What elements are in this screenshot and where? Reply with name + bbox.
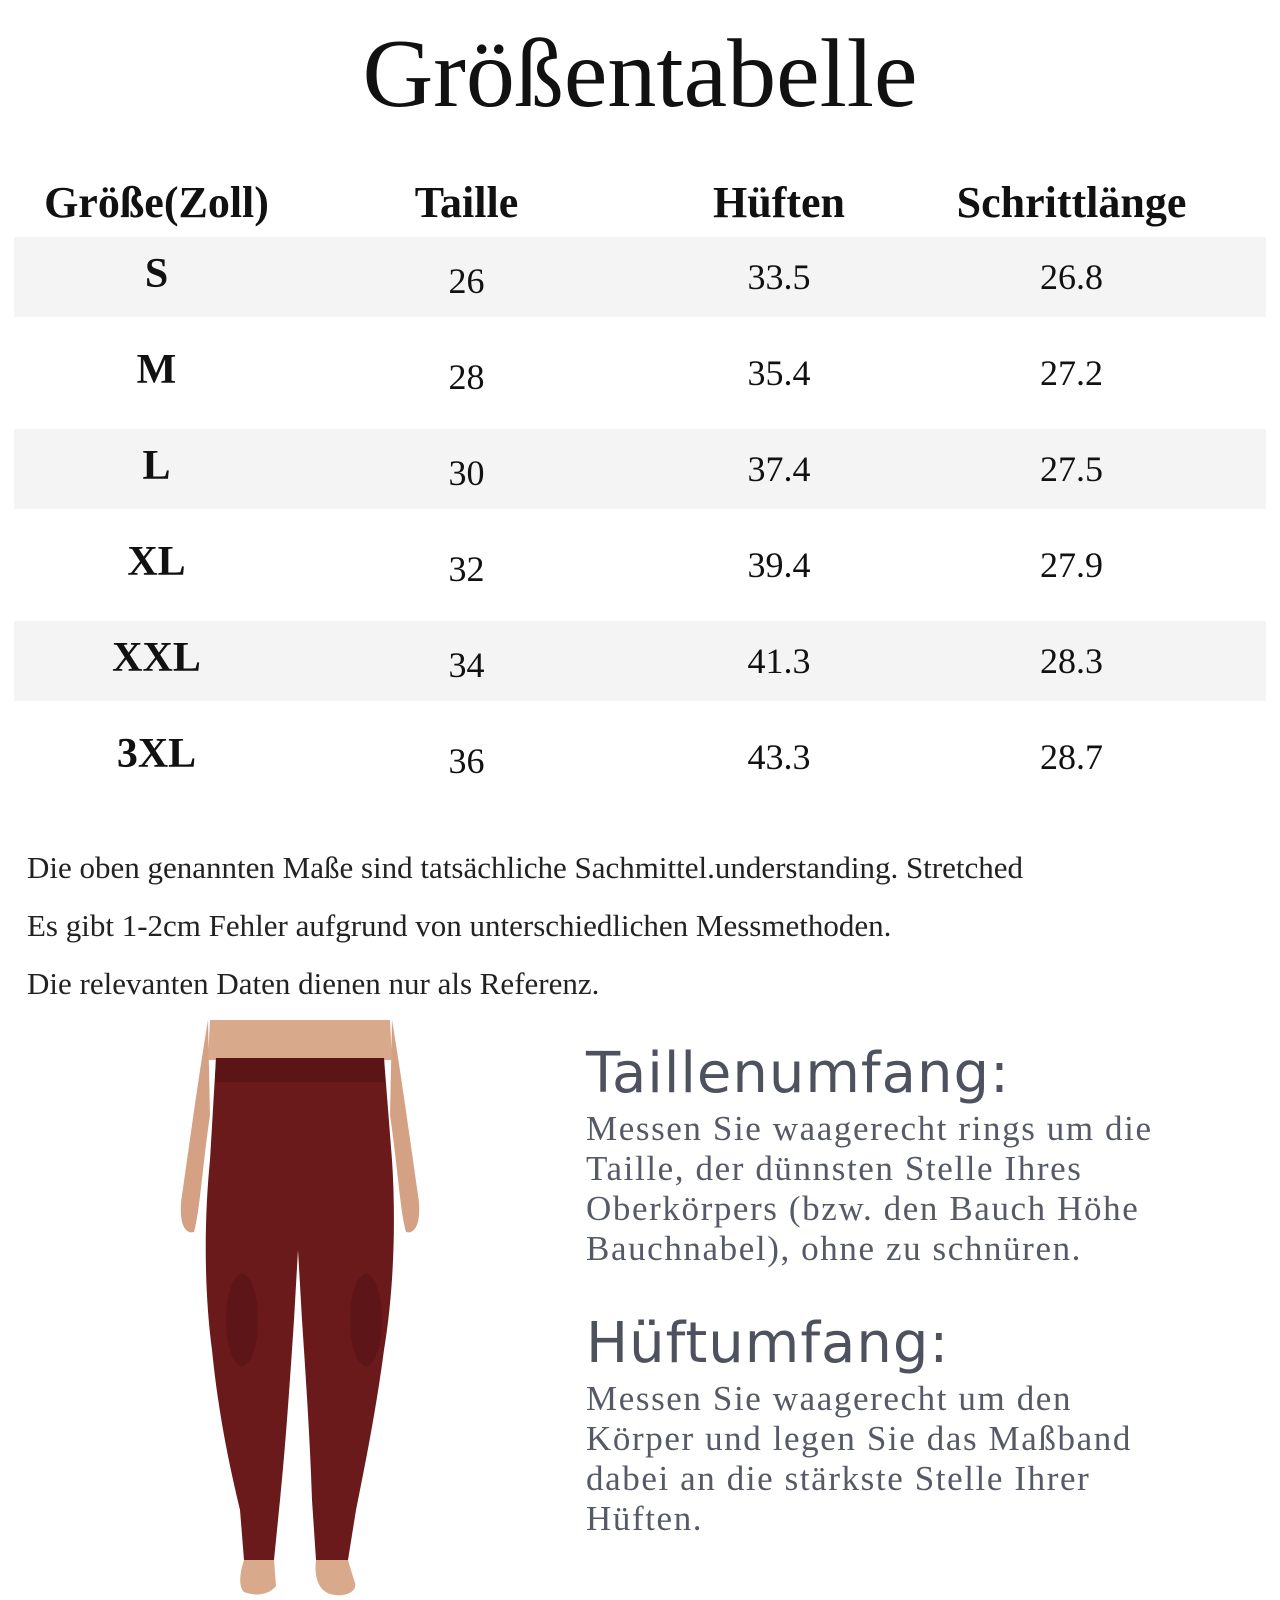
table-row [14, 333, 1266, 413]
table-row [14, 525, 1266, 605]
table-row [14, 621, 1266, 701]
inseam-cell: 28.3 [1040, 641, 1103, 681]
measurement-notes [27, 848, 1023, 1022]
knee-patch-right [350, 1274, 382, 1366]
note-line: Die relevanten Daten dienen nur als Referenz. [27, 966, 600, 1001]
inseam-cell: 27.5 [1040, 449, 1103, 489]
note-line: Es gibt 1-2cm Fehler aufgrund von unterschiedlichen Messmethoden. [27, 908, 892, 943]
waist-cell: 28 [448, 357, 485, 397]
waist-cell: 30 [448, 453, 485, 493]
size-table-header [14, 172, 1266, 232]
hip-line: Körper und legen Sie das Maßband [586, 1419, 1132, 1459]
table-row [14, 717, 1266, 797]
hips-cell: 33.5 [747, 257, 811, 297]
hips-cell: 35.4 [747, 353, 811, 393]
note-line: Die oben genannten Maße sind tatsächliche Sachmittel.understanding. Stretched [27, 850, 1024, 885]
hips-cell: 37.4 [747, 449, 811, 489]
hips-cell: 39.4 [747, 545, 811, 585]
waist-line: Messen Sie waagerecht rings um die [586, 1109, 1153, 1149]
hip-line: dabei an die stärkste Stelle Ihrer [586, 1459, 1091, 1499]
size-cell: M [136, 347, 177, 393]
header-size: Größe(Zoll) [44, 177, 269, 227]
size-cell: S [144, 251, 169, 297]
size-cell: XL [127, 539, 186, 585]
hip-description [586, 1379, 1266, 1539]
hip-guide [586, 1310, 1266, 1539]
inseam-cell: 27.2 [1040, 353, 1103, 393]
table-row [14, 429, 1266, 509]
left-foot [240, 1560, 276, 1594]
header-waist: Taille [414, 177, 519, 227]
knee-patch-left [226, 1274, 258, 1366]
size-cell: L [142, 443, 171, 489]
size-cell: 3XL [116, 731, 197, 777]
right-foot [316, 1560, 356, 1595]
waist-description [586, 1109, 1266, 1269]
waist-guide [586, 1040, 1266, 1269]
table-row [14, 237, 1266, 317]
size-table [14, 237, 1266, 813]
waist-line: Taille, der dünnsten Stelle Ihres [586, 1149, 1083, 1189]
hip-line: Messen Sie waagerecht um den [586, 1379, 1073, 1419]
waist-cell: 34 [448, 645, 485, 685]
left-arm [181, 1020, 210, 1232]
inseam-cell: 26.8 [1040, 257, 1103, 297]
hip-heading: Hüftumfang: [586, 1311, 950, 1376]
waist-cell: 32 [448, 549, 485, 589]
inseam-cell: 28.7 [1040, 737, 1103, 777]
right-arm [390, 1020, 419, 1232]
waistband [215, 1058, 385, 1082]
waist-line: Bauchnabel), ohne zu schnüren. [586, 1229, 1083, 1269]
header-inseam: Schrittlänge [956, 177, 1187, 227]
inseam-cell: 27.9 [1040, 545, 1103, 585]
waist-cell: 26 [448, 261, 485, 301]
page-title: Größentabelle [362, 20, 918, 128]
waist-cell: 36 [448, 741, 485, 781]
torso [208, 1020, 392, 1060]
header-hips: Hüften [713, 177, 845, 227]
waist-heading: Taillenumfang: [586, 1041, 1010, 1106]
hips-cell: 43.3 [747, 737, 811, 777]
model-image [170, 1020, 430, 1600]
size-cell: XXL [112, 635, 201, 681]
hips-cell: 41.3 [747, 641, 811, 681]
waist-line: Oberkörpers (bzw. den Bauch Höhe [586, 1189, 1140, 1229]
hip-line: Hüften. [586, 1499, 704, 1539]
